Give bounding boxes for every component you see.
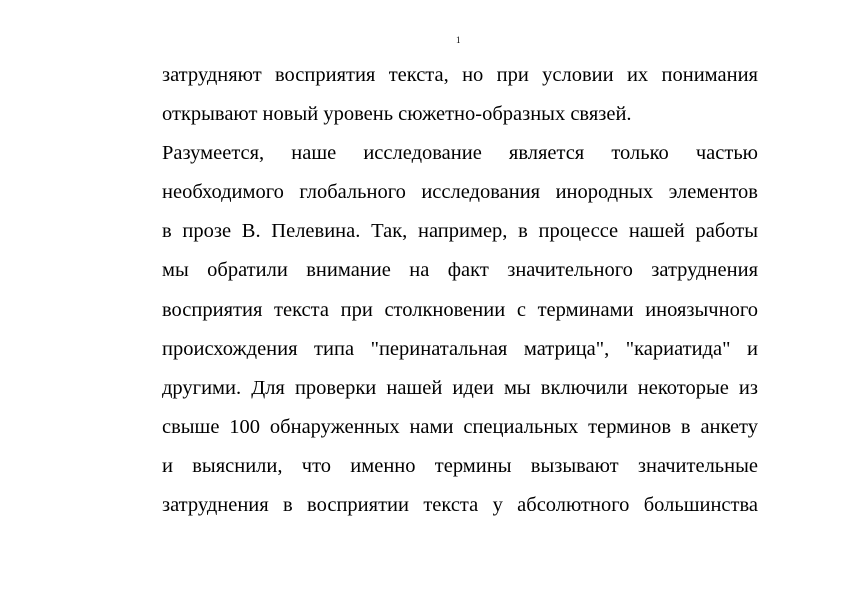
text-line: свыше 100 обнаруженных нами специальных терминов в анкету <box>162 415 758 438</box>
text-line: Разумеется, наше исследование является только частью <box>162 142 758 165</box>
text-line: затрудняют восприятия текста, но при условии их понимания <box>162 64 758 86</box>
text-line: и выяснили, что именно термины вызывают значительные <box>162 454 758 477</box>
text-line: необходимого глобального исследования инородных элементов <box>162 181 758 204</box>
text-line: происхождения типа "перинатальная матрица", "кариатида" и <box>162 337 758 360</box>
text-line: другими. Для проверки нашей идеи мы включили некоторые из <box>162 376 758 399</box>
text-line: в прозе В. Пелевина. Так, например, в процессе нашей работы <box>162 220 758 243</box>
text-line: затруднения в восприятии текста у абсолютного большинства <box>162 494 758 517</box>
body-text <box>162 62 758 531</box>
text-line: восприятия текста при столкновении с терминами иноязычного <box>162 298 758 321</box>
text-line: мы обратили внимание на факт значительного затруднения <box>162 259 758 282</box>
text-line: открывают новый уровень сюжетно-образных связей. <box>162 103 632 126</box>
page-number: 1 <box>456 35 461 45</box>
